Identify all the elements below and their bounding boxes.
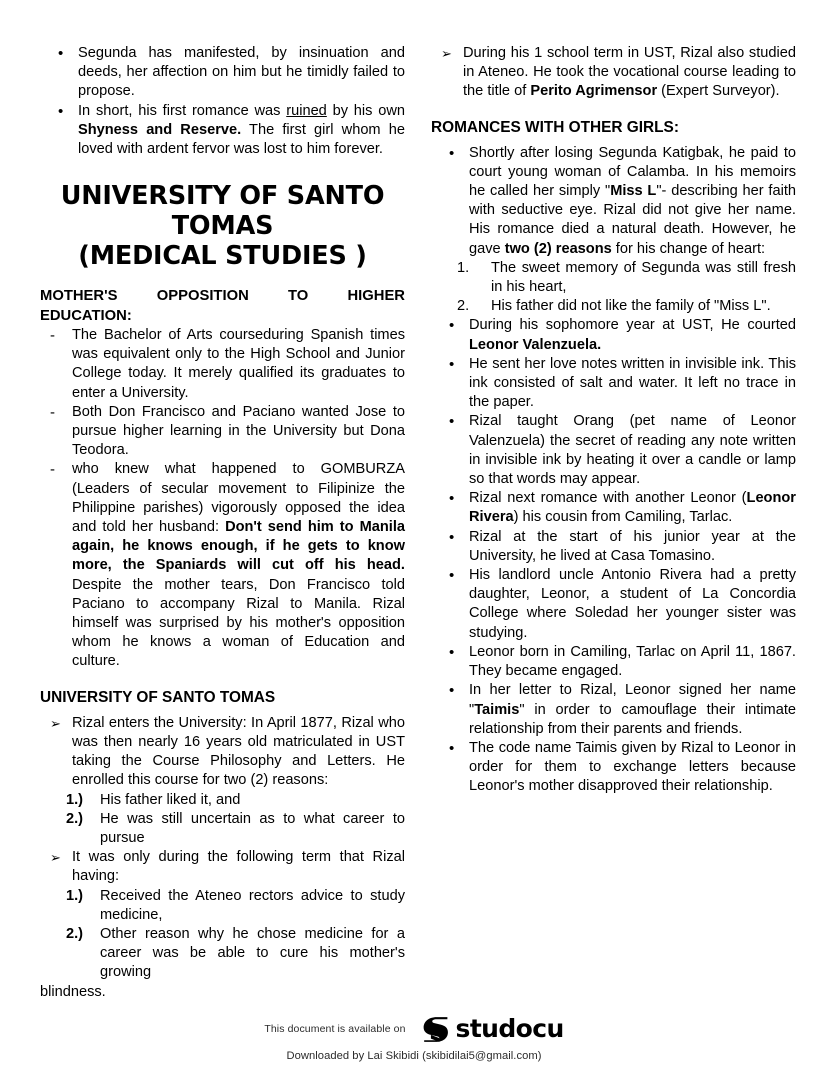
trailing-text: blindness. xyxy=(40,983,106,1000)
arrow-bullet-icon xyxy=(441,44,461,63)
ust-section-heading: UNIVERSITY OF SANTO TOMAS xyxy=(40,688,276,706)
ateneo-list xyxy=(431,44,796,102)
page-title-line2: (MEDICAL STUDIES ) xyxy=(78,241,367,272)
bullet-dot-icon xyxy=(449,489,469,509)
heading-line-1: MOTHER'S OPPOSITION TO HIGHER xyxy=(40,288,405,305)
list-item-text: who knew what happened to GOMBURZA (Leaders of secular movement to Filipinize the Philippine parishes) vigorously opposed the idea and told her husband: Don't send him to Manila again, he knows enough, if he gets to know more, the Spaniards will cut off his head. Despite the mother tears, Don Francisco told Paciano to accompany Rizal to Manila. Rizal himself was surprised by his mother's opposition whom he knows a woman of Education and culture. xyxy=(72,461,405,670)
mothers-opposition-heading xyxy=(40,287,405,306)
list-item-text: Rizal at the start of his junior year at the University, he lived at Casa Tomasino. xyxy=(469,528,796,564)
heading-line-2: EDUCATION: xyxy=(40,307,132,324)
ust-section-list-2 xyxy=(40,848,405,886)
right-column xyxy=(431,44,796,797)
reason-item xyxy=(457,297,796,316)
list-item xyxy=(431,355,796,413)
bullet-dot-icon xyxy=(449,355,469,375)
list-item-text: Rizal taught Orang (pet name of Leonor Valenzuela) the secret of reading any note written in invisible ink by heating it over a candle or lamp so that words may appear. xyxy=(469,413,796,488)
sub-number-marker: 1.) xyxy=(66,887,84,904)
left-top-bullet-list xyxy=(40,44,405,159)
mothers-opposition-heading-cont xyxy=(40,307,405,326)
romances-list-continued xyxy=(431,316,796,796)
sub-item-text: He was still uncertain as to what career to pursue xyxy=(100,810,405,846)
studocu-brand-name: studocu xyxy=(455,1014,564,1043)
bullet-dot-icon xyxy=(449,681,469,701)
list-item xyxy=(431,316,796,354)
romances-heading: ROMANCES WITH OTHER GIRLS: xyxy=(431,118,679,136)
page-title-line1: UNIVERSITY OF SANTO TOMAS xyxy=(60,181,385,242)
list-item xyxy=(431,44,796,102)
bullet-dot-icon xyxy=(449,316,469,336)
reason-number-marker: 2. xyxy=(457,298,470,315)
footer-branding-row xyxy=(0,1012,828,1046)
ust-section-list xyxy=(40,714,405,791)
left-column xyxy=(40,44,405,1002)
sub-item-text: His father liked it, and xyxy=(100,791,241,808)
arrow-bullet-icon xyxy=(50,848,70,867)
dash-bullet-icon xyxy=(50,326,70,346)
list-item xyxy=(431,739,796,797)
sub-numbered-item xyxy=(66,791,405,810)
list-item-text: During his 1 school term in UST, Rizal also studied in Ateneo. He took the vocational course leading to the title of Perito Agrimensor (Expert Surveyor). xyxy=(463,45,796,100)
list-item xyxy=(431,412,796,489)
list-item-text: Leonor born in Camiling, Tarlac on April 11, 1867. They became engaged. xyxy=(469,643,796,680)
list-item xyxy=(431,681,796,739)
list-item xyxy=(40,848,405,886)
reason-number-marker: 1. xyxy=(457,259,470,276)
bullet-dot-icon xyxy=(449,643,469,663)
list-item-text: It was only during the following term that Rizal having: xyxy=(72,849,405,885)
list-item-text: During his sophomore year at UST, He courted Leonor Valenzuela. xyxy=(469,317,796,353)
list-item-text: He sent her love notes written in invisible ink. This ink consisted of salt and water. It left no trace in the paper. xyxy=(469,355,796,411)
list-item xyxy=(40,326,405,403)
studocu-logo-icon xyxy=(422,1016,449,1043)
bullet-dot-icon xyxy=(449,412,469,432)
two-column-body xyxy=(40,44,796,1002)
sub-numbered-item xyxy=(66,925,405,983)
arrow-bullet-icon xyxy=(50,714,70,733)
list-item-text: Rizal next romance with another Leonor (Leonor Rivera) his cousin from Camiling, Tarlac. xyxy=(469,490,796,526)
bullet-dot-icon xyxy=(58,44,78,64)
page-footer xyxy=(0,1012,828,1062)
sub-numbered-item xyxy=(66,810,405,848)
romances-list xyxy=(431,144,796,259)
list-item xyxy=(40,44,405,102)
list-item-text: Segunda has manifested, by insinuation and deeds, her affection on him but he timidly failed to propose. xyxy=(78,45,405,100)
list-item xyxy=(431,489,796,527)
list-item-text: Both Don Francisco and Paciano wanted Jose to pursue higher learning in the University but Dona Teodora. xyxy=(72,403,405,459)
list-item xyxy=(431,144,796,259)
list-item xyxy=(431,566,796,643)
list-item-text: Rizal enters the University: In April 1877, Rizal who was then nearly 16 years old matriculated in UST taking the Course Philosophy and Letters. He enrolled this course for two (2) reasons: xyxy=(72,714,405,789)
list-item xyxy=(40,102,405,160)
bullet-dot-icon xyxy=(449,739,469,759)
bullet-dot-icon xyxy=(449,144,469,164)
list-item xyxy=(431,528,796,566)
mothers-opposition-list xyxy=(40,326,405,672)
bullet-dot-icon xyxy=(58,102,78,122)
studocu-brand[interactable] xyxy=(422,1016,564,1043)
dash-bullet-icon xyxy=(50,403,70,423)
reason-text: The sweet memory of Segunda was still fresh in his heart, xyxy=(491,259,796,296)
list-item xyxy=(431,643,796,681)
list-item-text: In short, his first romance was ruined by his own Shyness and Reserve. The first girl whom he loved with ardent fervor was lost to him forever. xyxy=(78,102,405,158)
reason-item xyxy=(457,259,796,297)
bullet-dot-icon xyxy=(449,528,469,548)
sub-item-text: Received the Ateneo rectors advice to study medicine, xyxy=(100,887,405,923)
footer-downloaded-by: Downloaded by Lai Skibidi (skibidilai5@gmail.com) xyxy=(286,1050,542,1062)
list-item-text: His landlord uncle Antonio Rivera had a pretty daughter, Leonor, a student of La Concordia College where Soledad her younger sister was studying. xyxy=(469,567,796,641)
list-item-text: The Bachelor of Arts courseduring Spanish times was equivalent only to the High School and Junior College today. It merely qualified its graduates to enter a University. xyxy=(72,327,405,401)
sub-number-marker: 1.) xyxy=(66,791,84,808)
bullet-dot-icon xyxy=(449,566,469,586)
list-item xyxy=(40,403,405,461)
sub-numbered-item xyxy=(66,887,405,925)
list-item-text: The code name Taimis given by Rizal to Leonor in order for them to exchange letters because Leonor's mother disapproved their relationship. xyxy=(469,739,796,795)
list-item xyxy=(40,460,405,671)
list-item xyxy=(40,714,405,791)
sub-item-text: Other reason why he chose medicine for a career was be able to cure his mother's growing xyxy=(100,925,405,981)
page-title xyxy=(40,181,405,271)
list-item-text: In her letter to Rizal, Leonor signed her name "Taimis" in order to camouflage their intimate relationship from their parents and friends. xyxy=(469,682,796,737)
list-item-text: Shortly after losing Segunda Katigbak, he paid to court young woman of Calamba. In his memoirs he called her simply "Miss L"- describing her faith with seductive eye. Rizal did not give her name. His romance died a natural death. However, he gave two (2) reasons for his change of heart: xyxy=(469,144,796,257)
sub-number-marker: 2.) xyxy=(66,925,84,942)
reason-text: His father did not like the family of "Miss L". xyxy=(491,298,771,315)
dash-bullet-icon xyxy=(50,460,70,480)
footer-availability-text: This document is available on xyxy=(264,1023,406,1035)
sub-number-marker: 2.) xyxy=(66,810,84,827)
